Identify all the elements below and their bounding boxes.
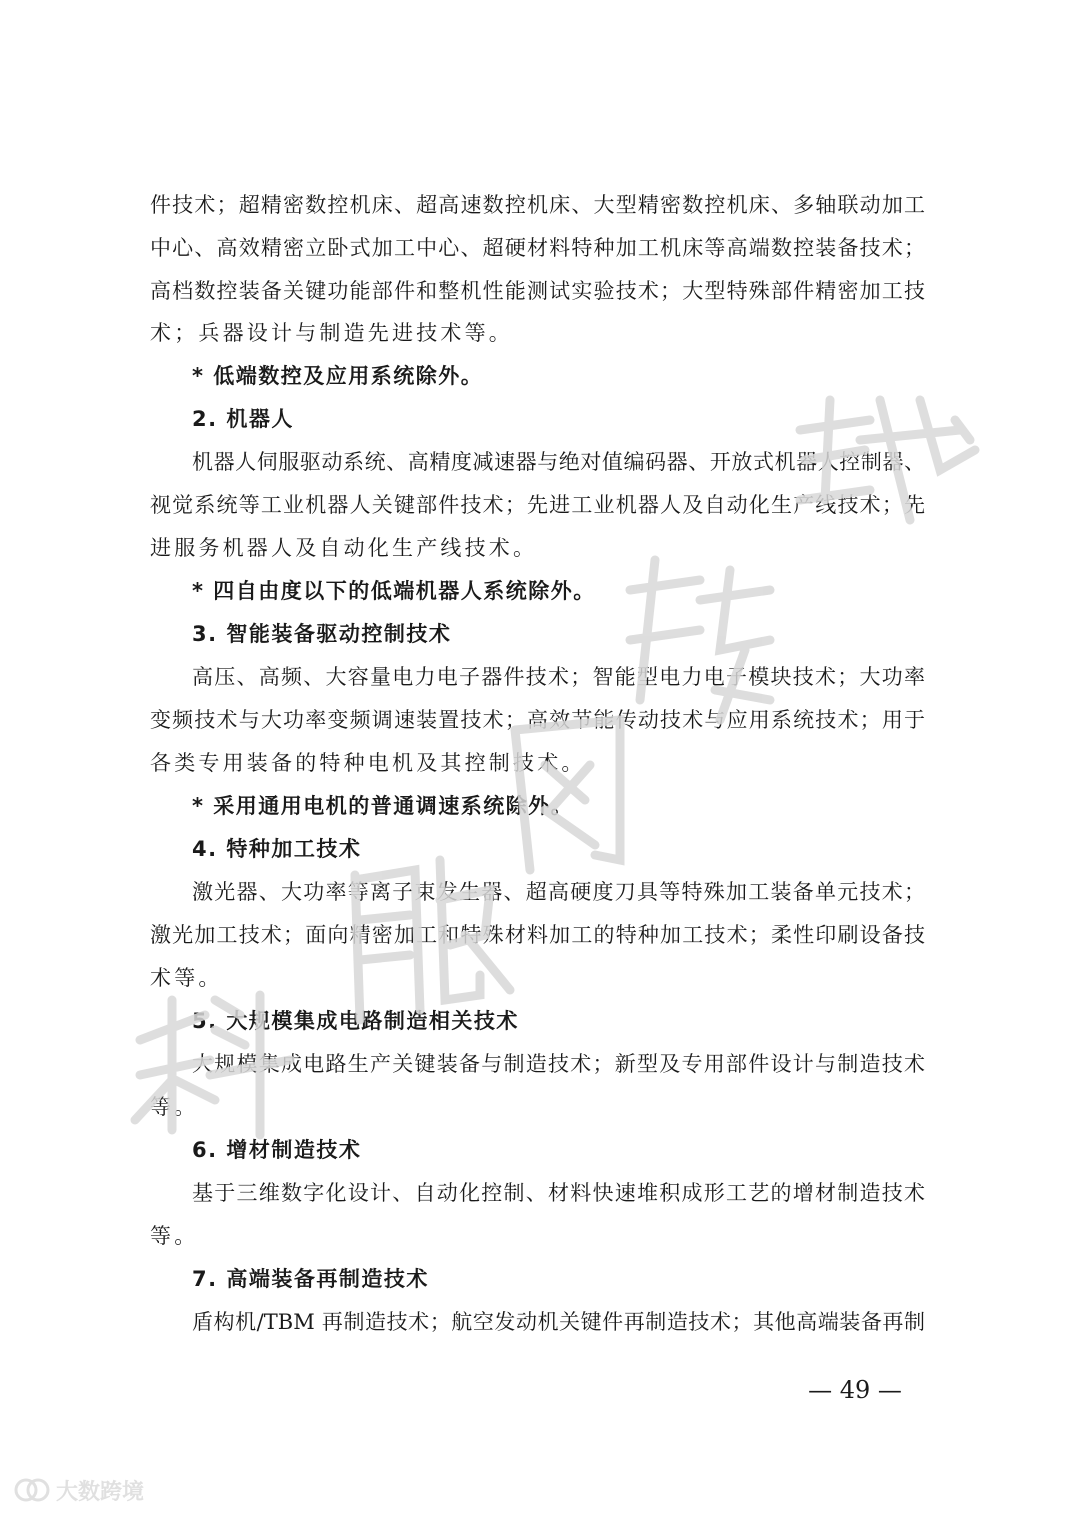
body-line: 盾构机/TBM 再制造技术；航空发动机关键件再制造技术；其他高端装备再制 bbox=[192, 1310, 925, 1334]
body-line: 进服务机器人及自动化生产线技术。 bbox=[150, 536, 538, 560]
logo-icon bbox=[12, 1475, 52, 1505]
body-line: 激光器、大功率等离子束发生器、超高硬度刀具等特殊加工装备单元技术； bbox=[192, 880, 925, 904]
section-heading: 6. 增材制造技术 bbox=[192, 1138, 362, 1162]
page-number: — 49 — bbox=[808, 1376, 902, 1404]
section-heading: 3. 智能装备驱动控制技术 bbox=[192, 622, 452, 646]
body-line: 中心、高效精密立卧式加工中心、超硬材料特种加工机床等高端数控装备技术； bbox=[150, 236, 925, 260]
body-line: 术；兵器设计与制造先进技术等。 bbox=[150, 321, 513, 345]
body-line: 基于三维数字化设计、自动化控制、材料快速堆积成形工艺的增材制造技术 bbox=[192, 1181, 925, 1205]
body-line: 机器人伺服驱动系统、高精度减速器与绝对值编码器、开放式机器人控制器、 bbox=[192, 450, 925, 474]
body-line: 视觉系统等工业机器人关键部件技术；先进工业机器人及自动化生产线技术；先 bbox=[150, 493, 925, 517]
section-heading: 4. 特种加工技术 bbox=[192, 837, 362, 861]
exclusion-note: * 采用通用电机的普通调速系统除外。 bbox=[192, 794, 574, 818]
section-heading: 5. 大规模集成电路制造相关技术 bbox=[192, 1009, 519, 1033]
section-heading: 2. 机器人 bbox=[192, 407, 294, 431]
body-line: 高档数控装备关键功能部件和整机性能测试实验技术；大型特殊部件精密加工技 bbox=[150, 279, 925, 303]
section-heading: 7. 高端装备再制造技术 bbox=[192, 1267, 429, 1291]
body-line: 术等。 bbox=[150, 966, 223, 990]
body-line: 高压、高频、大容量电力电子器件技术；智能型电力电子模块技术；大功率 bbox=[192, 665, 925, 689]
body-line: 各类专用装备的特种电机及其控制技术。 bbox=[150, 751, 586, 775]
body-line: 变频技术与大功率变频调速装置技术；高效节能传动技术与应用系统技术；用于 bbox=[150, 708, 925, 732]
body-line: 等。 bbox=[150, 1095, 199, 1119]
body-line: 激光加工技术；面向精密加工和特殊材料加工的特种加工技术；柔性印刷设备技 bbox=[150, 923, 925, 947]
brand-logo bbox=[12, 1470, 144, 1510]
exclusion-note: * 低端数控及应用系统除外。 bbox=[192, 364, 484, 388]
body-line: 大规模集成电路生产关键装备与制造技术；新型及专用部件设计与制造技术 bbox=[192, 1052, 925, 1076]
body-line: 件技术；超精密数控机床、超高速数控机床、大型精密数控机床、多轴联动加工 bbox=[150, 193, 925, 217]
logo-text: 大数跨境 bbox=[56, 1479, 145, 1505]
exclusion-note: * 四自由度以下的低端机器人系统除外。 bbox=[192, 579, 596, 603]
body-line: 等。 bbox=[150, 1224, 199, 1248]
